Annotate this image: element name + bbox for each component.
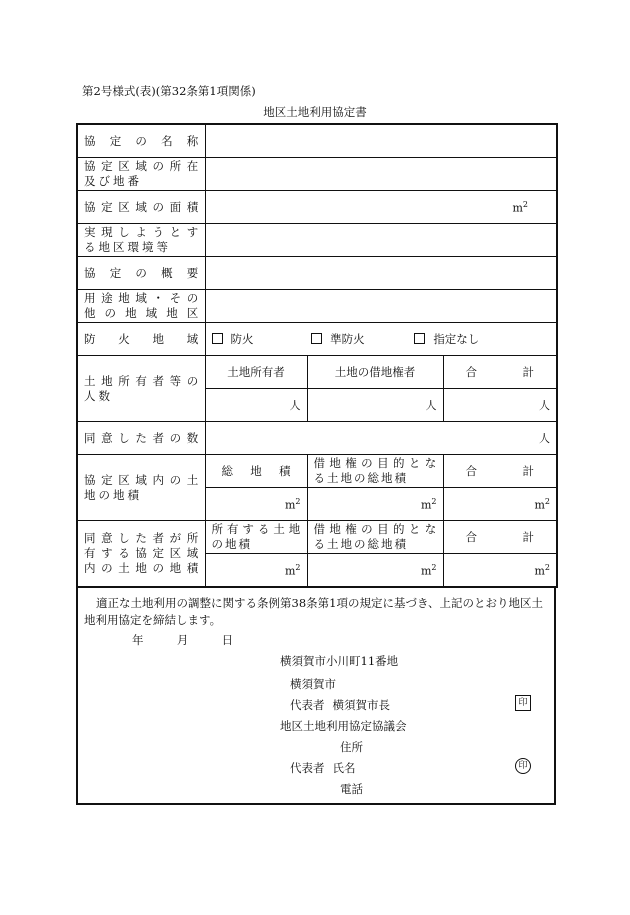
form-number: 第2号様式(表)(第32条第1項関係) — [82, 84, 256, 98]
leasehold-land-area-field[interactable]: $m^2$ — [307, 488, 443, 521]
label-environment: 実 現 し よ う と す る地区環境等 — [77, 224, 205, 257]
council-name: 地区土地利用協定協議会 — [280, 719, 407, 733]
col-land-total: 合 計 — [443, 455, 557, 488]
col-agreed-leasehold-area: 借 地 権 の 目 的 と な る土地の総地積 — [307, 521, 443, 554]
representative-line: 代表者 横須賀市長 — [290, 698, 390, 712]
square-seal-icon: 印 — [515, 695, 531, 711]
label-land-area: 協 定 区 域 内 の 土 地の地積 — [77, 455, 205, 521]
fire-zone-options — [205, 323, 557, 356]
environment-field[interactable] — [205, 224, 557, 257]
label-zoning: 用 途 地 域 ・ そ の 他 の 地 域 地 区 — [77, 290, 205, 323]
address: 横須賀市小川町11番地 — [280, 654, 399, 668]
fire-option-junbouka[interactable]: 準防火 — [311, 331, 365, 347]
fire-option-none[interactable]: 指定なし — [414, 331, 479, 347]
label-agreement-name: 協 定 の 名 称 — [77, 124, 205, 158]
agreement-form-table — [76, 123, 558, 588]
city-name: 横須賀市 — [290, 677, 336, 691]
checkbox-icon[interactable] — [311, 333, 322, 344]
agreement-name-field[interactable] — [205, 124, 557, 158]
agreed-count-field[interactable]: 人 — [205, 422, 557, 455]
checkbox-icon[interactable] — [414, 333, 425, 344]
label-agreed-count: 同 意 し た 者 の 数 — [77, 422, 205, 455]
col-owned-land-area: 所 有 す る 土 地 の地積 — [205, 521, 307, 554]
date-line[interactable]: 年 月 日 — [132, 633, 234, 647]
document-title: 地区土地利用協定書 — [263, 105, 367, 119]
location-field[interactable] — [205, 158, 557, 191]
leaseholder-count-field[interactable]: 人 — [307, 389, 443, 422]
address-label[interactable]: 住所 — [340, 740, 363, 754]
representative-name-line[interactable]: 代表者 氏名 — [290, 761, 356, 775]
phone-label[interactable]: 電話 — [340, 782, 363, 796]
total-land-area-field[interactable]: $m^2$ — [205, 488, 307, 521]
label-summary: 協 定 の 概 要 — [77, 257, 205, 290]
label-location: 協 定 区 域 の 所 在 及び地番 — [77, 158, 205, 191]
col-leaseholder: 土地の借地権者 — [307, 356, 443, 389]
label-fire-zone: 防 火 地 域 — [77, 323, 205, 356]
label-agreed-land-area: 同 意 し た 者 が 所 有 す る 協 定 区 域 内 の 土 地 の 地 積 — [77, 521, 205, 588]
col-landowner: 土地所有者 — [205, 356, 307, 389]
checkbox-icon[interactable] — [212, 333, 223, 344]
land-total-field[interactable]: $m^2$ — [443, 488, 557, 521]
owned-land-area-field[interactable]: $m^2$ — [205, 554, 307, 588]
label-owner-count: 土 地 所 有 者 等 の 人数 — [77, 356, 205, 422]
round-seal-icon: 印 — [515, 758, 531, 774]
zoning-field[interactable] — [205, 290, 557, 323]
label-area: 協 定 区 域 の 面 積 — [77, 191, 205, 224]
summary-field[interactable] — [205, 257, 557, 290]
fire-option-bouka[interactable]: 防火 — [212, 331, 254, 347]
landowner-count-field[interactable]: 人 — [205, 389, 307, 422]
signature-section — [76, 587, 556, 805]
owner-total-field[interactable]: 人 — [443, 389, 557, 422]
agreed-land-total-field[interactable]: $m^2$ — [443, 554, 557, 588]
col-agreed-land-total: 合 計 — [443, 521, 557, 554]
col-leasehold-land-area: 借 地 権 の 目 的 と な る土地の総地積 — [307, 455, 443, 488]
col-total: 合 計 — [443, 356, 557, 389]
col-total-land-area: 総 地 積 — [205, 455, 307, 488]
area-field[interactable]: $m^2$ — [205, 191, 557, 224]
agreement-statement: 適正な土地利用の調整に関する条例第38条第1項の規定に基づき、上記のとおり地区土地利用協定を締結します。 — [84, 596, 543, 627]
agreed-leasehold-area-field[interactable]: $m^2$ — [307, 554, 443, 588]
